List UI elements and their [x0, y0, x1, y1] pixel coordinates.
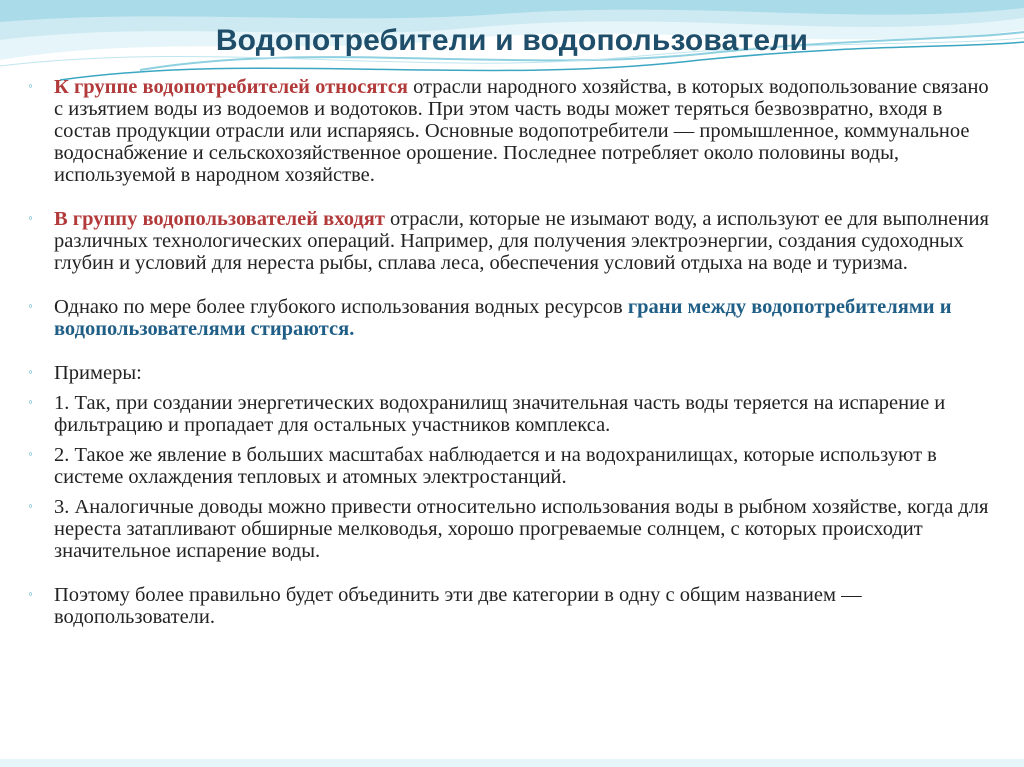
bullet-ring-icon: ◦: [28, 586, 33, 601]
bullet-paragraph-example-1: [22, 392, 997, 436]
boundaries-highlight: грани между водопотребителями и водопользователями стираются.: [54, 296, 952, 340]
example-1-text: 1. Так, при создании энергетических водохранилищ значительная часть воды теряется на испарение и фильтрацию и пропадает для остальных участников комплекса.: [54, 392, 946, 436]
boundaries-text: Однако по мере более глубокого использования водных ресурсов: [54, 296, 628, 318]
consumers-text: отрасли народного хозяйства, в которых водопользование связано с изъятием воды из водоемов и водотоков. При этом часть воды может теряться безвозвратно, входя в состав продукции отрасли или испаряясь. Основные водопотребители — промышленное, коммунальное водоснабжение и сельскохозяйственное орошение. Последнее потребляет около половины воды, используемой в народном хозяйстве.: [54, 76, 989, 186]
conclusion-text: Поэтому более правильно будет объединить эти две категории в одну с общим названием — водопользователи.: [54, 584, 862, 628]
example-3-text: 3. Аналогичные доводы можно привести относительно использования воды в рыбном хозяйстве, когда для нереста затапливают обширные мелководья, хорошо прогреваемые солнцем, с которых происходит значительное испарение воды.: [54, 496, 989, 562]
bullet-paragraph-users: [22, 208, 997, 274]
bullet-ring-icon: ◦: [28, 364, 33, 379]
bullet-ring-icon: ◦: [28, 394, 33, 409]
bullet-ring-icon: ◦: [28, 446, 33, 461]
bullet-ring-icon: ◦: [28, 78, 33, 93]
slide-body: [22, 76, 997, 628]
bullet-paragraph-example-2: [22, 444, 997, 488]
bullet-paragraph-conclusion: [22, 584, 997, 628]
examples-heading: Примеры:: [54, 362, 142, 384]
slide-title: Водопотребители и водопользователи: [215, 24, 809, 57]
bullet-paragraph-boundaries: [22, 296, 997, 340]
consumers-highlight: К группе водопотребителей относятся: [54, 76, 408, 98]
bullet-ring-icon: ◦: [28, 498, 33, 513]
bullet-paragraph-consumers: [22, 76, 997, 186]
bullet-ring-icon: ◦: [28, 298, 33, 313]
bullet-paragraph-examples-heading: [22, 362, 997, 384]
users-highlight: В группу водопользователей входят: [54, 208, 385, 230]
bullet-paragraph-example-3: [22, 496, 997, 562]
footer-decoration: [0, 759, 1024, 767]
bullet-ring-icon: ◦: [28, 210, 33, 225]
users-text: отрасли, которые не изымают воду, а используют ее для выполнения различных технологических операций. Например, для получения электроэнергии, создания судоходных глубин и условий для нереста рыбы, сплава леса, обеспечения условий отдыха на воде и туризма.: [54, 208, 989, 274]
example-2-text: 2. Такое же явление в больших масштабах наблюдается и на водохранилищах, которые используют в системе охлаждения тепловых и атомных электростанций.: [54, 444, 937, 488]
